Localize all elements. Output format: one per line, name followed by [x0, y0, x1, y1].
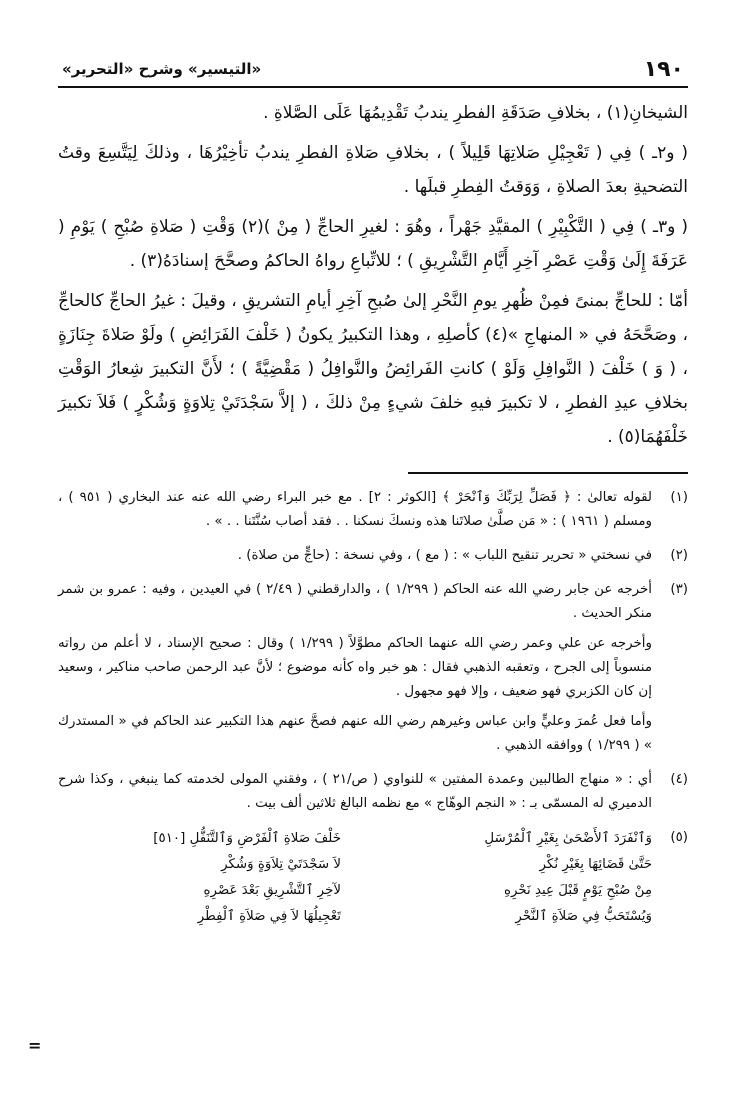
book-page: [58, 52, 688, 1106]
poem-hemistich: مِنْ صُبْحِ يَوْمٍ قَبْلَ عِيدِ نَحْرِهِ: [503, 883, 652, 898]
page-header: [58, 52, 688, 88]
margin-mark: =: [28, 1036, 42, 1055]
footnote-number: (١): [670, 490, 688, 505]
main-paragraph: أمّا : للحاجِّ بمنىً فمِنْ ظُهرِ يومِ النَّحْرِ إلىٰ صُبحِ آخِرِ أيامِ التشريقِ ، وقيلَ : غيرُ الحاجِّ كالحاجِّ ، وصَحَّحَهُ في « المنهاجِ »(٤) كأصلِهِ ، وهذا التكبيرُ يكونُ ( خَلْفَ الفَرَائِضِ ) ولَوْ صَلاةَ جِنَازَةٍ ، ( وَ ) خَلْفَ ( النَّوافِلِ وَلَوْ ) كانتِ الفَرائِضُ والنَّوافِلُ ( مَقْضِيَّةً ) ؛ لأَنَّ التكبيرَ شِعارُ الوَقْتِ بخلافِ عيدِ الفطرِ ، لا تكبيرَ فيهِ خلفَ شيءٍ مِنْ ذلكَ ، ( إلاَّ سَجْدَتَيْ تِلاوَةٍ وَشُكْرٍ ) فَلاَ تكبيرَ خَلْفَهُمَا(٥) .: [58, 291, 689, 447]
poem-hemistich: لآخِرِ ٱلتَّشْرِيقِ بَعْدَ عَصْرِهِ: [203, 883, 341, 898]
footnote-text: وأخرجه عن علي وعمر رضي الله عنهما الحاكم مطوَّلاً ( ١/٢٩٩ ) وقال : صحيح الإسناد ، لا أعلم من رواته منسوباً إلى الجرح ، وتعقبه الذهبي فقال : هو خبر واه كأنه موضوع ؛ لأنَّ عبد الرحمن صاحب مناكير ، وسعيد إن كان الكزبري فهو ضعيف ، وإلا فهو مجهول .: [58, 636, 652, 699]
footnote-poem: [58, 826, 688, 930]
poem-hemistich: تَعْجِيلُهَا لاَ فِي صَلاَةِ ٱلْفِطْرِ: [197, 909, 341, 924]
poem-hemistich: حَتَّىٰ قَضَائِهَا بِغَيْرِ نُكْرِ: [539, 857, 652, 872]
footnote-number: (٢): [670, 548, 688, 563]
footnote: [58, 768, 688, 822]
footnote-text: في نسختي « تحرير تنقيح اللباب » : ( مع ) ، وفي نسخة : (حاجٍّ من صلاة) .: [237, 548, 652, 563]
footnote-body: [58, 768, 652, 822]
footnote-text: لقوله تعالىٰ : ﴿ فَصَلِّ لِرَبِّكَ وَٱنْحَرْ ﴾ [الكوثر : ٢] . مع خبر البراء رضي الله عنه عند البخاري ( ٩٥١ ) ، ومسلم ( ١٩٦١ ) : « مَن صلَّىٰ صلاتَنا هذه ونسكَ نسكنا . . فقد أصاب سُنَّتَنا . . » .: [58, 490, 652, 529]
footnote-body: [58, 486, 652, 540]
running-title: «التيسير» وشرح «التحرير»: [62, 60, 262, 78]
main-paragraph: ( و٣ـ ) فِي ( التَّكْبِيْرِ ) المقيَّدِ جَهْراً ، وهُوَ : لغيرِ الحاجِّ ( مِنْ )(٢) وَقْتِ ( صَلاةِ صُبْحِ ) يَوْمِ ( عَرَفَةَ إِلَىٰ وَقْتِ عَصْرِ آخِرِ أَيَّامِ التَّشْرِيقِ ) ؛ للاتِّباعِ رواهُ الحاكمُ وصحَّحَ إسنادَهُ(٣) .: [58, 217, 688, 271]
poem-verses: [58, 826, 652, 930]
poem-hemistich: خَلْفَ صَلاةِ ٱلْفَرْضِ وَٱلتَّنَفُّلِ: [189, 831, 341, 846]
footnote: [58, 486, 688, 540]
poem-hemistich: وَٱنْفَرَدَ ٱلأَضْحَىٰ بِغَيْرِ ٱلْمُرْسَلِ: [484, 831, 652, 846]
footnote-text: أي : « منهاج الطالبين وعمدة المفتين » للنواوي ( ص/٢١ ) ، وفقني المولى لخدمته كما ينبغي ، وكذا شرح الدميري له المسمّى بـ : « النجم الوهّاج » مع نظمه البالغ ثلاثين ألف بيت .: [58, 772, 652, 811]
footnote-body: [58, 578, 652, 764]
main-text: [58, 96, 688, 454]
footnote: [58, 544, 688, 574]
footnote-number: (٥): [670, 830, 688, 845]
poem-hemistich: وَيُسْتَحَبُّ فِي صَلاَةِ ٱلنَّحْرِ: [515, 909, 652, 924]
poem-hemistich: لاَ سَجْدَتَيْ تِلاَوَةٍ وَشُكْرِ: [221, 857, 341, 872]
footnotes: [58, 486, 688, 930]
footnote-number: (٤): [670, 772, 688, 787]
footnote: [58, 578, 688, 764]
footnote-text: وأما فعل عُمرَ وعليٍّ وابن عباس وغيرهم رضي الله عنهم فصحَّ عنهم هذا التكبير عند الحاكم في « المستدرك » ( ١/٢٩٩ ) ووافقه الذهبي .: [58, 714, 652, 753]
main-paragraph: ( و٢ـ ) فِي ( تَعْجِيْلِ صَلاتِهَا قَلِيلاً ) ، بخلافِ صَلاةِ الفطرِ يندبُ تأخِيْرُهَا ، وذلكَ لِيَتَّسِعَ وقتُ التضحيةِ بعدَ الصلاةِ ، وَوَقتُ الفِطرِ قبلَها .: [58, 143, 688, 197]
footnote-number: (٣): [670, 582, 688, 597]
poem-body: [58, 826, 652, 930]
main-paragraph: الشيخانِ(١) ، بخلافِ صَدَقَةِ الفطرِ يندبُ تَقْدِيمُهَا عَلَى الصَّلاةِ .: [263, 103, 688, 123]
verse-number: [٥١٠]: [153, 831, 186, 846]
page-number: ١٩٠: [643, 56, 684, 82]
footnote-separator: [408, 472, 688, 474]
footnote-text: أخرجه عن جابر رضي الله عنه الحاكم ( ١/٢٩٩ ) ، والدارقطني ( ٢/٤٩ ) في العيدين ، وفيه : عمرو بن شمر منكر الحديث .: [58, 582, 653, 621]
poem-hemistich-with-number: [58, 826, 341, 852]
footnote-body: [58, 544, 652, 574]
